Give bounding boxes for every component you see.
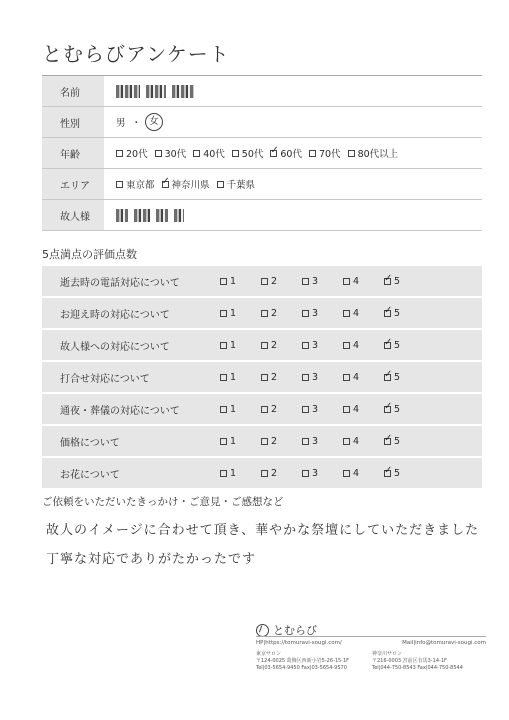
option-label: 70代 xyxy=(318,149,341,160)
option-label: 1 xyxy=(230,467,237,479)
option-label: 2 xyxy=(271,339,278,351)
option-label: 2 xyxy=(271,435,278,447)
checked-checkbox-icon[interactable] xyxy=(384,406,391,413)
rating-option[interactable] xyxy=(261,404,305,415)
rating-option[interactable] xyxy=(220,404,264,415)
checked-checkbox-icon[interactable] xyxy=(384,438,391,445)
option-label: 1 xyxy=(230,403,237,415)
area-option[interactable] xyxy=(116,177,155,191)
option-label: 千葉県 xyxy=(226,180,256,191)
age-option[interactable] xyxy=(232,146,264,160)
rating-options xyxy=(220,308,482,319)
redacted-deceased-mosaic xyxy=(156,209,168,222)
rating-section-title: 5点満点の評価点数 xyxy=(42,248,137,261)
checkbox-icon[interactable] xyxy=(261,310,268,317)
age-label: 年齢 xyxy=(42,138,104,168)
branch-address: 〒124-0025 葛飾区西新小岩5-26-15-1F xyxy=(256,658,350,664)
checked-checkbox-icon[interactable] xyxy=(270,150,277,157)
rating-option[interactable] xyxy=(343,308,387,319)
checkbox-icon[interactable] xyxy=(261,374,268,381)
redacted-deceased-mosaic xyxy=(116,209,128,222)
option-label: 60代 xyxy=(280,149,302,160)
branch-name: 東京サロン xyxy=(256,651,282,657)
option-label: 20代 xyxy=(126,149,148,160)
rating-option[interactable] xyxy=(302,308,346,319)
checkbox-icon[interactable] xyxy=(343,374,350,381)
name-label: 名前 xyxy=(42,76,104,106)
checkbox-icon[interactable] xyxy=(261,278,268,285)
age-option[interactable] xyxy=(270,146,302,160)
rating-option[interactable] xyxy=(384,404,428,415)
rating-option[interactable] xyxy=(384,276,428,287)
footer-branch-tokyo xyxy=(256,651,366,672)
option-label: 3 xyxy=(312,307,319,319)
option-label: 東京都 xyxy=(126,180,155,191)
option-label: 4 xyxy=(353,275,360,287)
rating-label: 通夜・葬儀の対応について xyxy=(60,405,180,417)
branch-tel: Tel|044-750-8543 Fax|044-750-8544 xyxy=(372,665,463,671)
option-label: 3 xyxy=(312,371,319,383)
option-label: 1 xyxy=(230,371,237,383)
age-option[interactable] xyxy=(309,146,341,160)
option-label: 1 xyxy=(230,307,237,319)
rating-options xyxy=(220,372,482,383)
rating-row xyxy=(42,426,482,458)
checked-checkbox-icon[interactable] xyxy=(384,470,391,477)
rating-row xyxy=(42,458,482,490)
option-label: 4 xyxy=(353,403,360,415)
option-label: 30代 xyxy=(164,149,187,160)
option-label: 1 xyxy=(230,435,237,447)
checked-checkbox-icon[interactable] xyxy=(384,278,391,285)
rating-option[interactable] xyxy=(302,404,346,415)
tomuravi-logo-icon xyxy=(256,624,269,637)
checkbox-icon[interactable] xyxy=(193,150,200,157)
option-label: 4 xyxy=(353,467,360,479)
checkbox-icon[interactable] xyxy=(261,406,268,413)
rating-label: お迎え時の対応について xyxy=(60,309,170,321)
option-label: 40代 xyxy=(203,149,225,160)
option-label: 1 xyxy=(230,275,237,287)
page-title: とむらびアンケート xyxy=(42,42,230,66)
checkbox-icon[interactable] xyxy=(261,470,268,477)
gender-row xyxy=(42,107,482,138)
checked-checkbox-icon[interactable] xyxy=(384,374,391,381)
age-option[interactable] xyxy=(193,146,225,160)
rating-option[interactable] xyxy=(220,468,264,479)
rating-option[interactable] xyxy=(384,372,428,383)
checkbox-icon[interactable] xyxy=(232,150,239,157)
rating-option[interactable] xyxy=(343,468,387,479)
option-label: 5 xyxy=(394,339,401,351)
feedback-title: ご依頼をいただいたきっかけ・ご意見・ご感想など xyxy=(42,496,284,508)
rating-row xyxy=(42,330,482,362)
gender-label: 性別 xyxy=(42,107,104,137)
option-label: 5 xyxy=(394,467,401,479)
area-option[interactable] xyxy=(162,177,210,191)
rating-label: 価格について xyxy=(60,437,120,449)
option-label: 2 xyxy=(271,307,278,319)
gender-value xyxy=(104,107,482,137)
checkbox-icon[interactable] xyxy=(343,310,350,317)
rating-options xyxy=(220,468,482,479)
rating-table xyxy=(42,266,482,490)
option-label: 3 xyxy=(312,467,319,479)
checkbox-icon[interactable] xyxy=(155,150,162,157)
rating-options xyxy=(220,340,482,351)
option-label: 3 xyxy=(312,275,319,287)
checked-checkbox-icon[interactable] xyxy=(162,181,169,188)
gender-female-circled[interactable]: 女 xyxy=(145,113,163,131)
rating-label: 打合せ対応について xyxy=(60,373,150,385)
rating-options xyxy=(220,404,482,415)
checkbox-icon[interactable] xyxy=(309,150,316,157)
name-row xyxy=(42,76,482,107)
footer-hp: HP|https://tomuravi-sougi.com/ xyxy=(256,640,342,646)
rating-option[interactable] xyxy=(302,468,346,479)
checkbox-icon[interactable] xyxy=(343,406,350,413)
checkbox-icon[interactable] xyxy=(116,150,123,157)
option-label: 2 xyxy=(271,403,278,415)
rating-option[interactable] xyxy=(261,372,305,383)
rating-option[interactable] xyxy=(261,308,305,319)
option-label: 50代 xyxy=(241,149,264,160)
branch-name: 神奈川サロン xyxy=(372,651,403,657)
rating-option[interactable] xyxy=(261,436,305,447)
rating-row xyxy=(42,362,482,394)
option-label: 1 xyxy=(230,339,237,351)
option-label: 5 xyxy=(394,307,401,319)
age-row xyxy=(42,138,482,169)
logo-text: とむらび xyxy=(273,624,317,637)
branch-address: 〒216-0003 宮前区有馬3-14-1F xyxy=(372,658,447,664)
option-label: 4 xyxy=(353,339,360,351)
option-label: 4 xyxy=(353,435,360,447)
footer-mail: Mail|info@tomuravi-sougi.com xyxy=(402,640,486,646)
redacted-deceased-mosaic xyxy=(174,209,184,222)
rating-label: 逝去時の電話対応について xyxy=(60,277,180,289)
option-label: 5 xyxy=(394,403,401,415)
rating-option[interactable] xyxy=(220,308,264,319)
checkbox-icon[interactable] xyxy=(302,438,309,445)
rating-option[interactable] xyxy=(220,436,264,447)
option-label: 2 xyxy=(271,371,278,383)
checkbox-icon[interactable] xyxy=(302,310,309,317)
option-label: 3 xyxy=(312,435,319,447)
footer-contact xyxy=(256,640,486,646)
checkbox-icon[interactable] xyxy=(302,374,309,381)
age-option[interactable] xyxy=(155,146,187,160)
rating-option[interactable] xyxy=(220,372,264,383)
rating-option[interactable] xyxy=(384,340,428,351)
branch-tel: Tel|03-5654-9450 Fax|03-5654-9570 xyxy=(256,665,347,671)
option-label: 2 xyxy=(271,467,278,479)
checked-checkbox-icon[interactable] xyxy=(384,342,391,349)
checkbox-icon[interactable] xyxy=(261,342,268,349)
checkbox-icon[interactable] xyxy=(220,310,227,317)
checkbox-icon[interactable] xyxy=(343,470,350,477)
area-option[interactable] xyxy=(217,177,256,191)
checkbox-icon[interactable] xyxy=(261,438,268,445)
rating-option[interactable] xyxy=(384,308,428,319)
option-label: 4 xyxy=(353,307,360,319)
checkbox-icon[interactable] xyxy=(343,342,350,349)
checkbox-icon[interactable] xyxy=(348,150,355,157)
option-label: 4 xyxy=(353,371,360,383)
footer-branch-kanagawa xyxy=(372,651,482,672)
option-label: 5 xyxy=(394,371,401,383)
rating-option[interactable] xyxy=(302,340,346,351)
footer-divider xyxy=(256,636,486,637)
gender-male[interactable]: 男 xyxy=(116,118,126,129)
checked-checkbox-icon[interactable] xyxy=(384,310,391,317)
checkbox-icon[interactable] xyxy=(116,181,123,188)
redacted-name-mosaic xyxy=(172,85,194,98)
rating-option[interactable] xyxy=(261,468,305,479)
checkbox-icon[interactable] xyxy=(302,470,309,477)
checkbox-icon[interactable] xyxy=(302,278,309,285)
rating-option[interactable] xyxy=(261,276,305,287)
checkbox-icon[interactable] xyxy=(343,278,350,285)
rating-option[interactable] xyxy=(302,276,346,287)
redacted-deceased-mosaic xyxy=(134,209,150,222)
age-options xyxy=(104,138,482,168)
rating-options xyxy=(220,276,482,287)
rating-option[interactable] xyxy=(343,340,387,351)
rating-option[interactable] xyxy=(302,436,346,447)
option-label: 2 xyxy=(271,275,278,287)
age-option[interactable] xyxy=(348,146,399,160)
redacted-name-mosaic xyxy=(116,85,140,98)
rating-option[interactable] xyxy=(343,372,387,383)
rating-option[interactable] xyxy=(302,372,346,383)
feedback-handwritten-line: 丁寧な対応でありがたかったです xyxy=(46,552,257,567)
rating-option[interactable] xyxy=(220,276,264,287)
rating-row xyxy=(42,298,482,330)
rating-label: お花について xyxy=(60,469,120,481)
checkbox-icon[interactable] xyxy=(220,278,227,285)
option-label: 5 xyxy=(394,435,401,447)
checkbox-icon[interactable] xyxy=(220,406,227,413)
rating-label: 故人様への対応について xyxy=(60,341,170,353)
rating-row xyxy=(42,266,482,298)
deceased-row xyxy=(42,200,482,231)
rating-option[interactable] xyxy=(261,340,305,351)
checkbox-icon[interactable] xyxy=(220,470,227,477)
rating-option[interactable] xyxy=(220,340,264,351)
deceased-value xyxy=(104,200,482,230)
feedback-handwritten-line: 故人のイメージに合わせて頂き、華やかな祭壇にしていただきました xyxy=(46,523,480,538)
rating-row xyxy=(42,394,482,426)
age-option[interactable] xyxy=(116,146,148,160)
rating-option[interactable] xyxy=(384,436,428,447)
checkbox-icon[interactable] xyxy=(220,374,227,381)
rating-option[interactable] xyxy=(343,436,387,447)
option-label: 5 xyxy=(394,275,401,287)
gender-separator: ・ xyxy=(131,118,142,129)
area-label: エリア xyxy=(42,169,104,199)
info-table xyxy=(42,75,482,231)
name-value xyxy=(104,76,482,106)
deceased-label: 故人様 xyxy=(42,200,104,230)
redacted-name-mosaic xyxy=(146,85,166,98)
option-label: 3 xyxy=(312,403,319,415)
option-label: 3 xyxy=(312,339,319,351)
checkbox-icon[interactable] xyxy=(217,181,224,188)
rating-option[interactable] xyxy=(343,404,387,415)
rating-options xyxy=(220,436,482,447)
checkbox-icon[interactable] xyxy=(302,342,309,349)
area-options xyxy=(104,169,482,199)
checkbox-icon[interactable] xyxy=(220,342,227,349)
option-label: 神奈川県 xyxy=(171,180,210,191)
checkbox-icon[interactable] xyxy=(302,406,309,413)
checkbox-icon[interactable] xyxy=(220,438,227,445)
rating-option[interactable] xyxy=(343,276,387,287)
checkbox-icon[interactable] xyxy=(343,438,350,445)
rating-option[interactable] xyxy=(384,468,428,479)
area-row xyxy=(42,169,482,200)
option-label: 80代以上 xyxy=(357,149,399,160)
